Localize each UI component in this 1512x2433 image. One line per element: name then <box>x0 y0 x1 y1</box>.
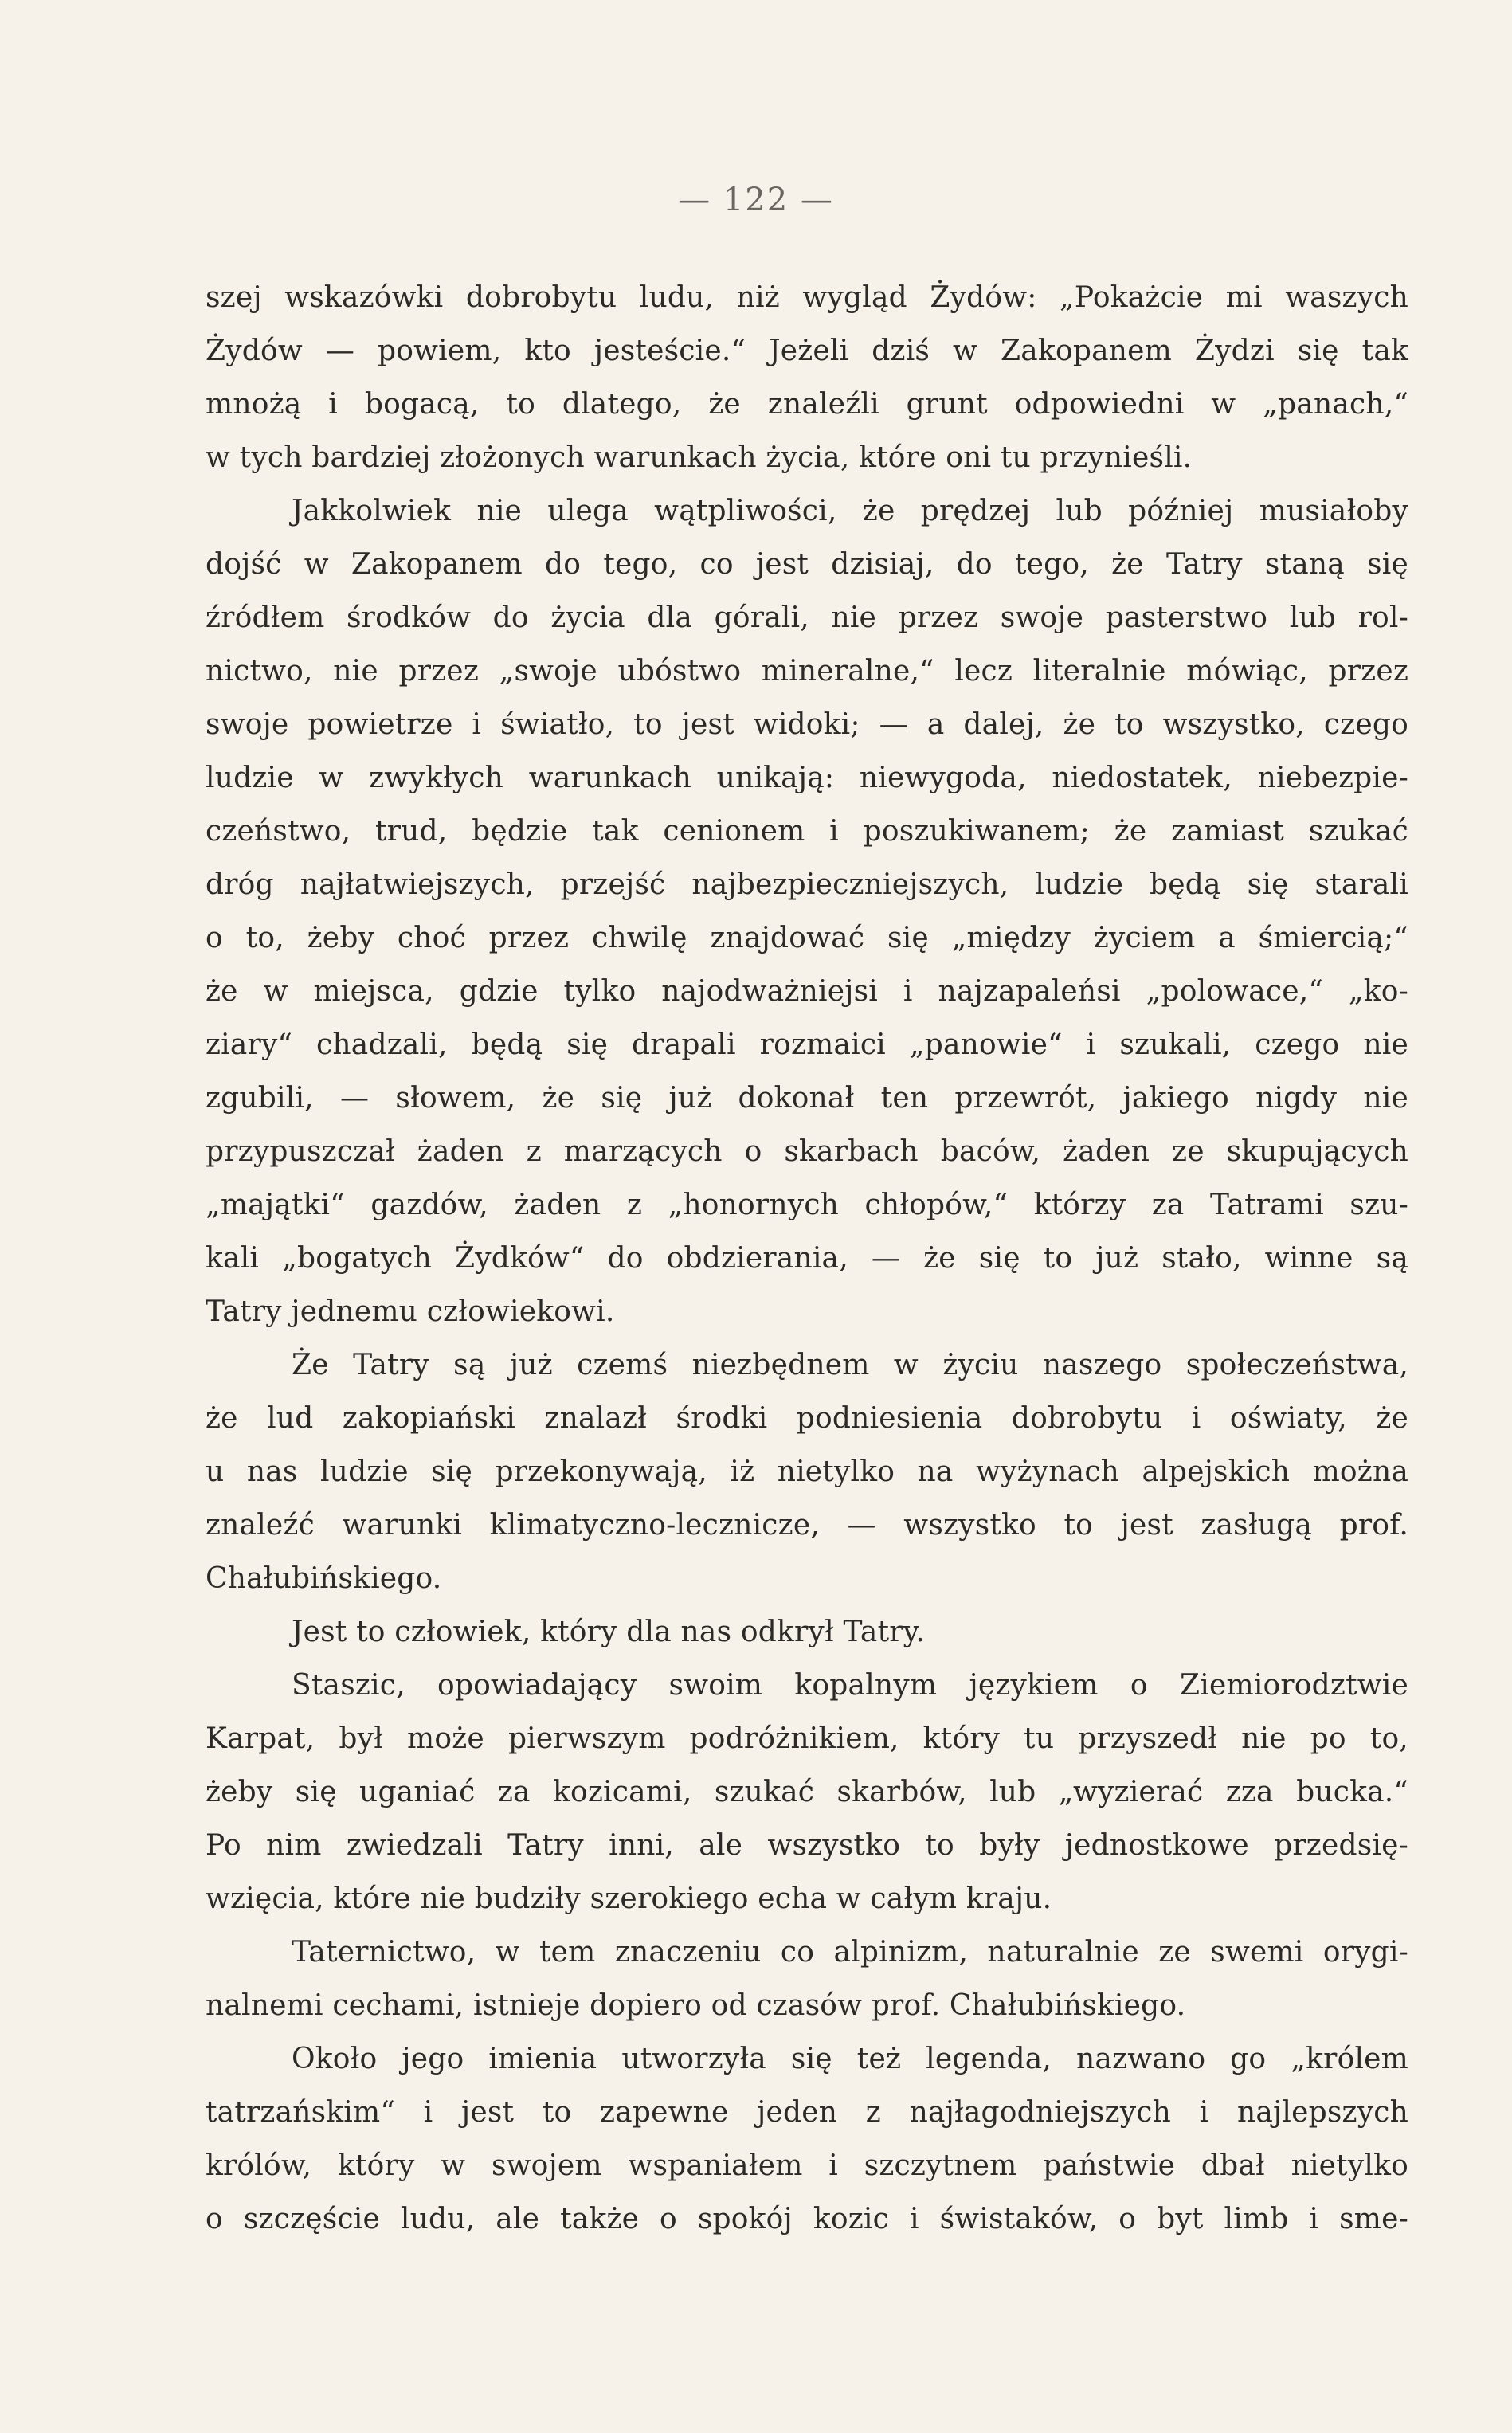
text-line: Po nim zwiedzali Tatry inni, ale wszystko to były jednostkowe przedsię- <box>206 1829 1408 1862</box>
text-line: nictwo, nie przez „swoje ubóstwo mineralne,“ lecz literalnie mówiąc, przez <box>206 655 1408 688</box>
text-line: tatrzańskim“ i jest to zapewne jeden z najłagodniejszych i najlepszych <box>206 2096 1408 2129</box>
text-line: Żydów — powiem, kto jesteście.“ Jeżeli dziś w Zakopanem Żydzi się tak <box>206 335 1408 367</box>
text-line: czeństwo, trud, będzie tak cenionem i poszukiwanem; że zamiast szukać <box>206 815 1408 848</box>
text-line: że lud zakopiański znalazł środki podniesienia dobrobytu i oświaty, że <box>206 1402 1408 1435</box>
text-line: Że Tatry są już czemś niezbędnem w życiu naszego społeczeństwa, <box>292 1349 1408 1381</box>
text-line: mnożą i bogacą, to dlatego, że znaleźli grunt odpowiedni w „panach,“ <box>206 388 1408 421</box>
text-line: kali „bogatych Żydków“ do obdzierania, — że się to już stało, winne są <box>206 1242 1408 1275</box>
text-line: dojść w Zakopanem do tego, co jest dzisiaj, do tego, że Tatry staną się <box>206 548 1408 581</box>
text-line: Staszic, opowiadający swoim kopalnym językiem o Ziemiorodztwie <box>292 1669 1408 1702</box>
text-line: „majątki“ gazdów, żaden z „honornych chłopów,“ którzy za Tatrami szu- <box>206 1189 1408 1221</box>
text-line: Chałubińskiego. <box>206 1562 442 1595</box>
text-line: u nas ludzie się przekonywają, iż nietylko na wyżynach alpejskich można <box>206 1455 1408 1488</box>
text-line: żeby się uganiać za kozicami, szukać skarbów, lub „wyzierać zza bucka.“ <box>206 1776 1408 1808</box>
text-line: w tych bardziej złożonych warunkach życia, które oni tu przynieśli. <box>206 441 1193 474</box>
text-line: o szczęście ludu, ale także o spokój kozic i świstaków, o byt limb i sme- <box>206 2203 1408 2235</box>
text-line: ziary“ chadzali, będą się drapali rozmaici „panowie“ i szukali, czego nie <box>206 1028 1408 1061</box>
text-line: zgubili, — słowem, że się już dokonał ten przewrót, jakiego nigdy nie <box>206 1082 1408 1115</box>
text-line: Tatry jednemu człowiekowi. <box>206 1295 615 1328</box>
text-line: Taternictwo, w tem znaczeniu co alpinizm, naturalnie ze swemi orygi- <box>292 1936 1408 1969</box>
text-line: znaleźć warunki klimatyczno-lecznicze, — wszystko to jest zasługą prof. <box>206 1509 1408 1542</box>
text-line: przypuszczał żaden z marzących o skarbach baców, żaden ze skupujących <box>206 1135 1408 1168</box>
text-line: źródłem środków do życia dla górali, nie przez swoje pasterstwo lub rol- <box>206 601 1408 634</box>
text-line: wzięcia, które nie budziły szerokiego echa w całym kraju. <box>206 1883 1052 1915</box>
page-number: — 122 — <box>678 182 834 218</box>
text-line: dróg najłatwiejszych, przejść najbezpieczniejszych, ludzie będą się starali <box>206 868 1408 901</box>
text-line: królów, który w swojem wspaniałem i szczytnem państwie dbał nietylko <box>206 2149 1408 2182</box>
text-line: o to, żeby choć przez chwilę znajdować się „między życiem a śmiercią;“ <box>206 922 1408 954</box>
text-line: Karpat, był może pierwszym podróżnikiem, który tu przyszedł nie po to, <box>206 1722 1408 1755</box>
text-line: że w miejsca, gdzie tylko najodważniejsi i najzapaleńsi „polowace,“ „ko- <box>206 975 1408 1008</box>
text-line: swoje powietrze i światło, to jest widoki; — a dalej, że to wszystko, czego <box>206 708 1408 741</box>
text-line: Jest to człowiek, który dla nas odkrył Tatry. <box>292 1616 926 1648</box>
text-line: szej wskazówki dobrobytu ludu, niż wygląd Żydów: „Pokażcie mi waszych <box>206 281 1408 314</box>
body-text <box>206 271 1408 2246</box>
text-line: ludzie w zwykłych warunkach unikają: niewygoda, niedostatek, niebezpie- <box>206 762 1408 794</box>
text-line: Około jego imienia utworzyła się też legenda, nazwano go „królem <box>292 2043 1408 2075</box>
text-line: nalnemi cechami, istnieje dopiero od czasów prof. Chałubińskiego. <box>206 1989 1186 2022</box>
text-line: Jakkolwiek nie ulega wątpliwości, że prędzej lub później musiałoby <box>292 495 1408 527</box>
